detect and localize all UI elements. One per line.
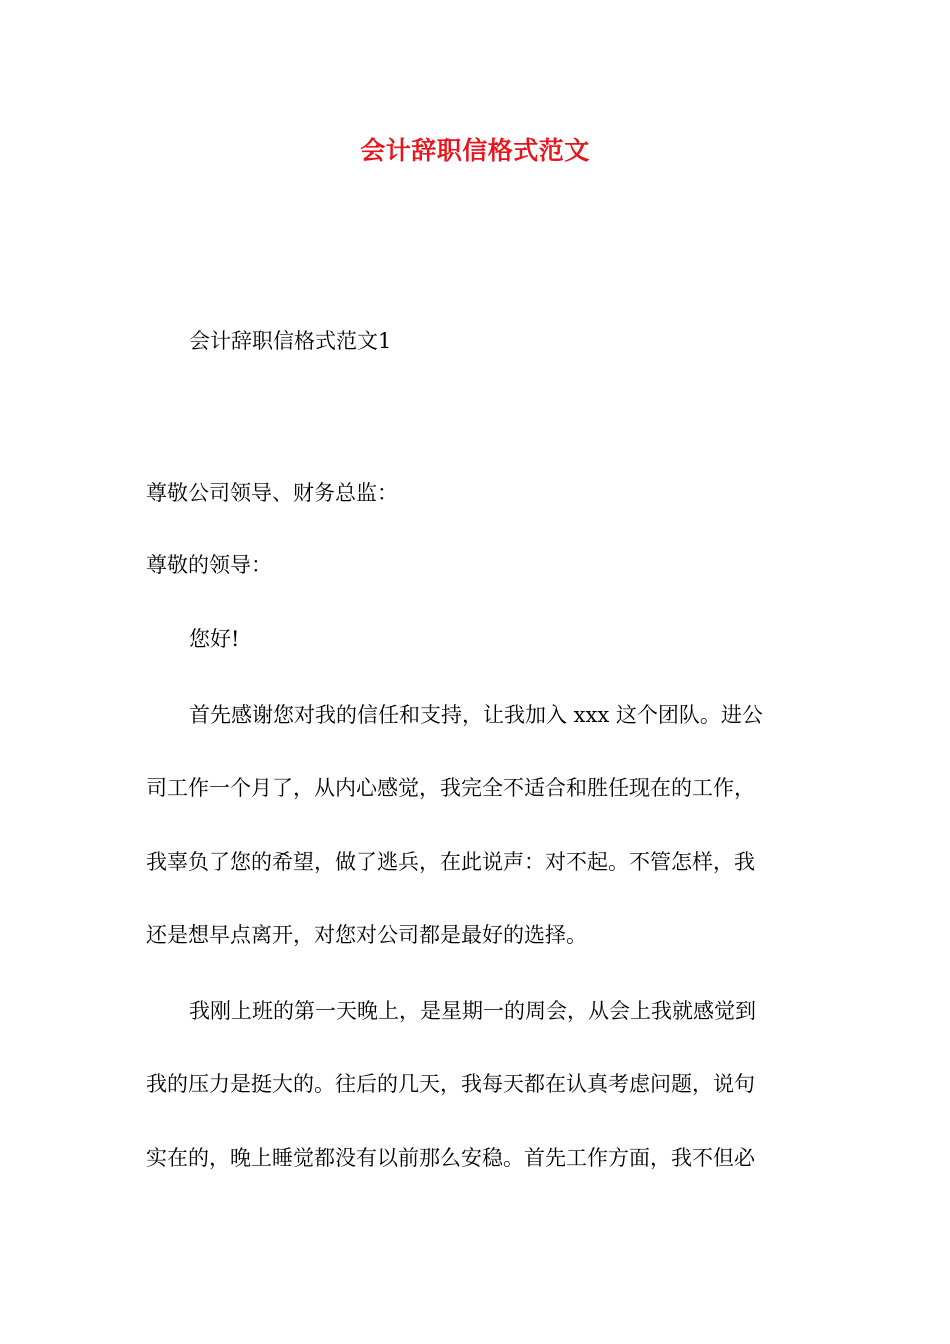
salutation-line-2: 尊敬的领导：	[146, 553, 272, 577]
paragraph-1-line-4: 还是想早点离开，对您对公司都是最好的选择。	[146, 923, 587, 947]
paragraph-2-line-3: 实在的，晚上睡觉都没有以前那么安稳。首先工作方面，我不但必	[146, 1146, 755, 1170]
section-heading: 会计辞职信格式范文1	[189, 329, 392, 353]
paragraph-1-line-3: 我辜负了您的希望，做了逃兵，在此说声：对不起。不管怎样，我	[146, 850, 755, 874]
greeting-line: 您好!	[189, 627, 240, 651]
paragraph-1-line-2: 司工作一个月了，从内心感觉，我完全不适合和胜任现在的工作，	[146, 776, 755, 800]
paragraph-2-line-1: 我刚上班的第一天晚上，是星期一的周会，从会上我就感觉到	[189, 999, 756, 1023]
salutation-line-1: 尊敬公司领导、财务总监：	[146, 481, 398, 505]
paragraph-1-line-1: 首先感谢您对我的信任和支持，让我加入 xxx 这个团队。进公	[189, 703, 763, 727]
paragraph-2-line-2: 我的压力是挺大的。往后的几天，我每天都在认真考虑问题，说句	[146, 1072, 755, 1096]
document-title: 会计辞职信格式范文	[360, 136, 590, 165]
